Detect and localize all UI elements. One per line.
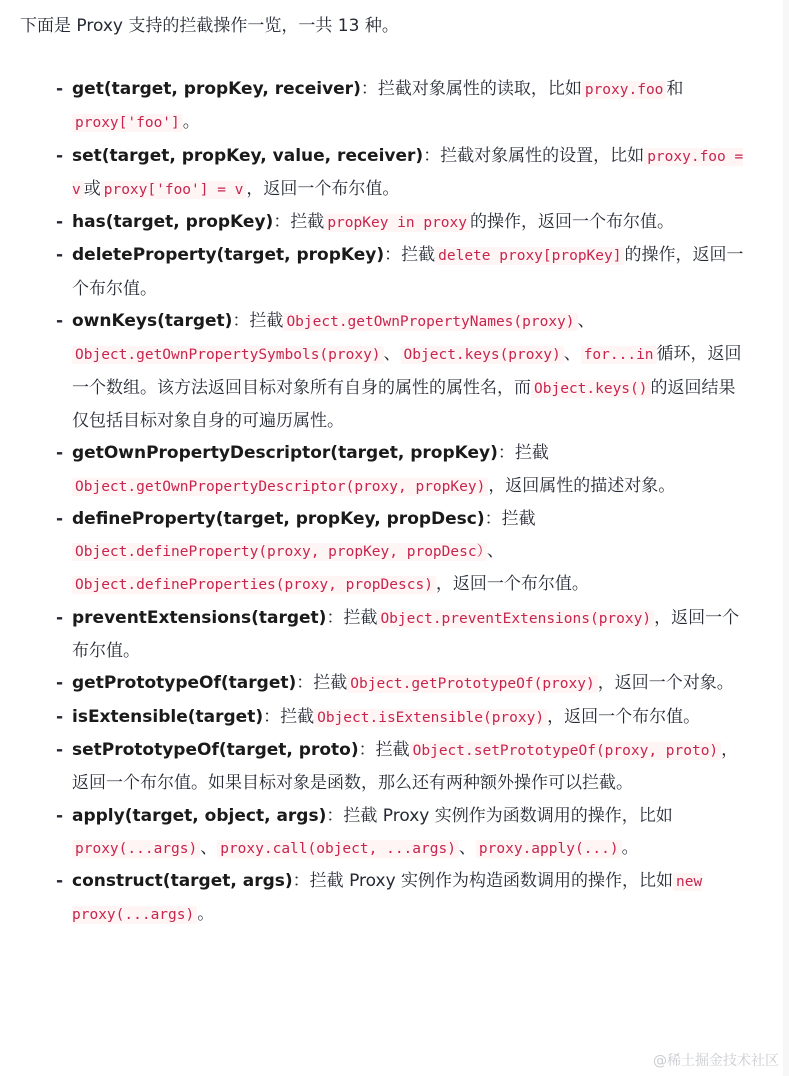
trap-signature: preventExtensions(target) (72, 607, 327, 628)
inline-code: Object.setPrototypeOf(proxy, proto) (410, 742, 722, 760)
site-watermark: @稀土掘金技术社区 (653, 1053, 779, 1069)
intro-paragraph: 下面是 Proxy 支持的拦截操作一览，一共 13 种。 (20, 16, 399, 36)
list-bullet: - (56, 805, 64, 826)
description-text: 。 (621, 837, 639, 858)
inline-code: delete proxy[propKey] (435, 247, 624, 265)
trap-signature: ownKeys(target) (72, 311, 233, 332)
inline-code: proxy.foo (582, 81, 667, 99)
description-text: 。 (197, 904, 215, 925)
list-item (56, 140, 746, 207)
description-text: 的操作，返回一个布尔值。 (470, 212, 674, 233)
description-text: ：拦截对象属性的读取，比如 (360, 79, 582, 99)
inline-code: Object.getOwnPropertyDescriptor(proxy, propKey) (72, 478, 488, 496)
inline-code: proxy.foo = v (72, 148, 744, 198)
list-item (56, 865, 746, 932)
description-text: ：拦截 (484, 508, 536, 529)
description-text: ：拦截 (273, 212, 325, 233)
inline-code: Object.keys(proxy) (401, 346, 564, 364)
inline-code: new proxy(...args) (72, 874, 703, 924)
inline-code: proxy['foo'] (72, 114, 183, 132)
description-text: 的返回结果仅包括目标对象自身的可遍历属性。 (72, 377, 736, 431)
list-bullet: - (56, 212, 64, 233)
inline-code: proxy(...args) (72, 840, 200, 858)
inline-code: Object.getOwnPropertySymbols(proxy) (72, 346, 384, 364)
description-text: 的操作，返回一个布尔值。 (72, 245, 744, 299)
description-text: ：拦截 (358, 739, 410, 760)
description-text: 和 (666, 79, 684, 99)
list-bullet: - (56, 607, 64, 628)
list-bullet: - (56, 706, 64, 727)
trap-signature: deleteProperty(target, propKey) (72, 245, 385, 266)
list-item (56, 239, 746, 305)
description-text: ：拦截 (263, 706, 315, 727)
list-item (56, 602, 746, 668)
description-text: ，返回一个布尔值。 (435, 574, 589, 595)
list-bullet: - (56, 871, 64, 892)
list-bullet: - (56, 443, 64, 464)
list-item (56, 305, 746, 437)
list-item (56, 437, 746, 503)
description-text: ：拦截 (497, 443, 549, 464)
inline-code: Object.getPrototypeOf(proxy) (347, 675, 597, 693)
inline-code: Object.isExtensible(proxy) (314, 709, 547, 727)
trap-signature: apply(target, object, args) (72, 805, 327, 826)
description-text: ，返回属性的描述对象。 (488, 475, 676, 496)
description-text: ：拦截 (232, 311, 284, 332)
list-item (56, 503, 746, 602)
list-item (56, 206, 746, 239)
description-text: 循环，返回一个数组。该方法返回目标对象所有自身的属性的属性名，而 (72, 344, 742, 398)
description-text: 、 (458, 837, 476, 858)
description-text: 。 (182, 112, 200, 133)
inline-code: Object.defineProperty(proxy, propKey, propDesc） (72, 543, 487, 561)
description-text: 或 (83, 178, 101, 199)
trap-signature: isExtensible(target) (72, 706, 264, 727)
inline-code: for...in (581, 346, 657, 364)
description-text: ：拦截 (296, 673, 348, 694)
inline-code: Object.getOwnPropertyNames(proxy) (283, 313, 577, 331)
list-item (56, 73, 746, 140)
list-bullet: - (56, 508, 64, 529)
trap-signature: construct(target, args) (72, 871, 293, 892)
trap-signature: defineProperty(target, propKey, propDesc) (72, 508, 485, 529)
description-text: 、 (383, 344, 401, 365)
description-text: ：拦截 Proxy 实例作为函数调用的操作，比如 (326, 805, 673, 826)
list-bullet: - (56, 311, 64, 332)
trap-signature: set(target, propKey, value, receiver) (72, 145, 424, 166)
scrollbar-track (783, 0, 789, 1076)
trap-signature: get(target, propKey, receiver) (72, 79, 361, 99)
list-item (56, 701, 746, 734)
description-text: 、 (563, 344, 581, 365)
list-item (56, 800, 746, 866)
inline-code: proxy.apply(...) (476, 840, 622, 858)
proxy-trap-list (56, 73, 746, 932)
description-text: ，返回一个布尔值。 (246, 178, 400, 199)
description-text: ：拦截 (326, 607, 378, 628)
list-bullet: - (56, 145, 64, 166)
description-text: ：拦截对象属性的设置，比如 (423, 145, 645, 166)
description-text: ，返回一个布尔值。 (547, 706, 701, 727)
description-text: 、 (200, 837, 218, 858)
inline-code: Object.keys() (531, 380, 651, 398)
list-bullet: - (56, 79, 64, 99)
inline-code: propKey in proxy (324, 214, 470, 232)
inline-code: proxy.call(object, ...args) (217, 840, 459, 858)
description-text: 、 (486, 541, 504, 562)
list-item (56, 667, 746, 700)
inline-code: Object.preventExtensions(proxy) (377, 610, 654, 628)
description-text: 、 (577, 311, 595, 332)
list-bullet: - (56, 673, 64, 694)
description-text: ：拦截 Proxy 实例作为构造函数调用的操作，比如 (292, 871, 674, 892)
trap-signature: setPrototypeOf(target, proto) (72, 739, 359, 760)
inline-code: proxy['foo'] = v (101, 181, 247, 199)
trap-signature: getPrototypeOf(target) (72, 673, 297, 694)
inline-code: Object.defineProperties(proxy, propDescs) (72, 576, 436, 594)
list-bullet: - (56, 739, 64, 760)
description-text: ：拦截 (384, 245, 436, 266)
list-item (56, 734, 746, 800)
trap-signature: getOwnPropertyDescriptor(target, propKey) (72, 443, 498, 464)
description-text: ，返回一个布尔值。 (72, 607, 740, 662)
trap-signature: has(target, propKey) (72, 212, 274, 233)
list-bullet: - (56, 245, 64, 266)
description-text: ，返回一个布尔值。如果目标对象是函数，那么还有两种额外操作可以拦截。 (72, 739, 739, 794)
description-text: ，返回一个对象。 (597, 673, 734, 694)
